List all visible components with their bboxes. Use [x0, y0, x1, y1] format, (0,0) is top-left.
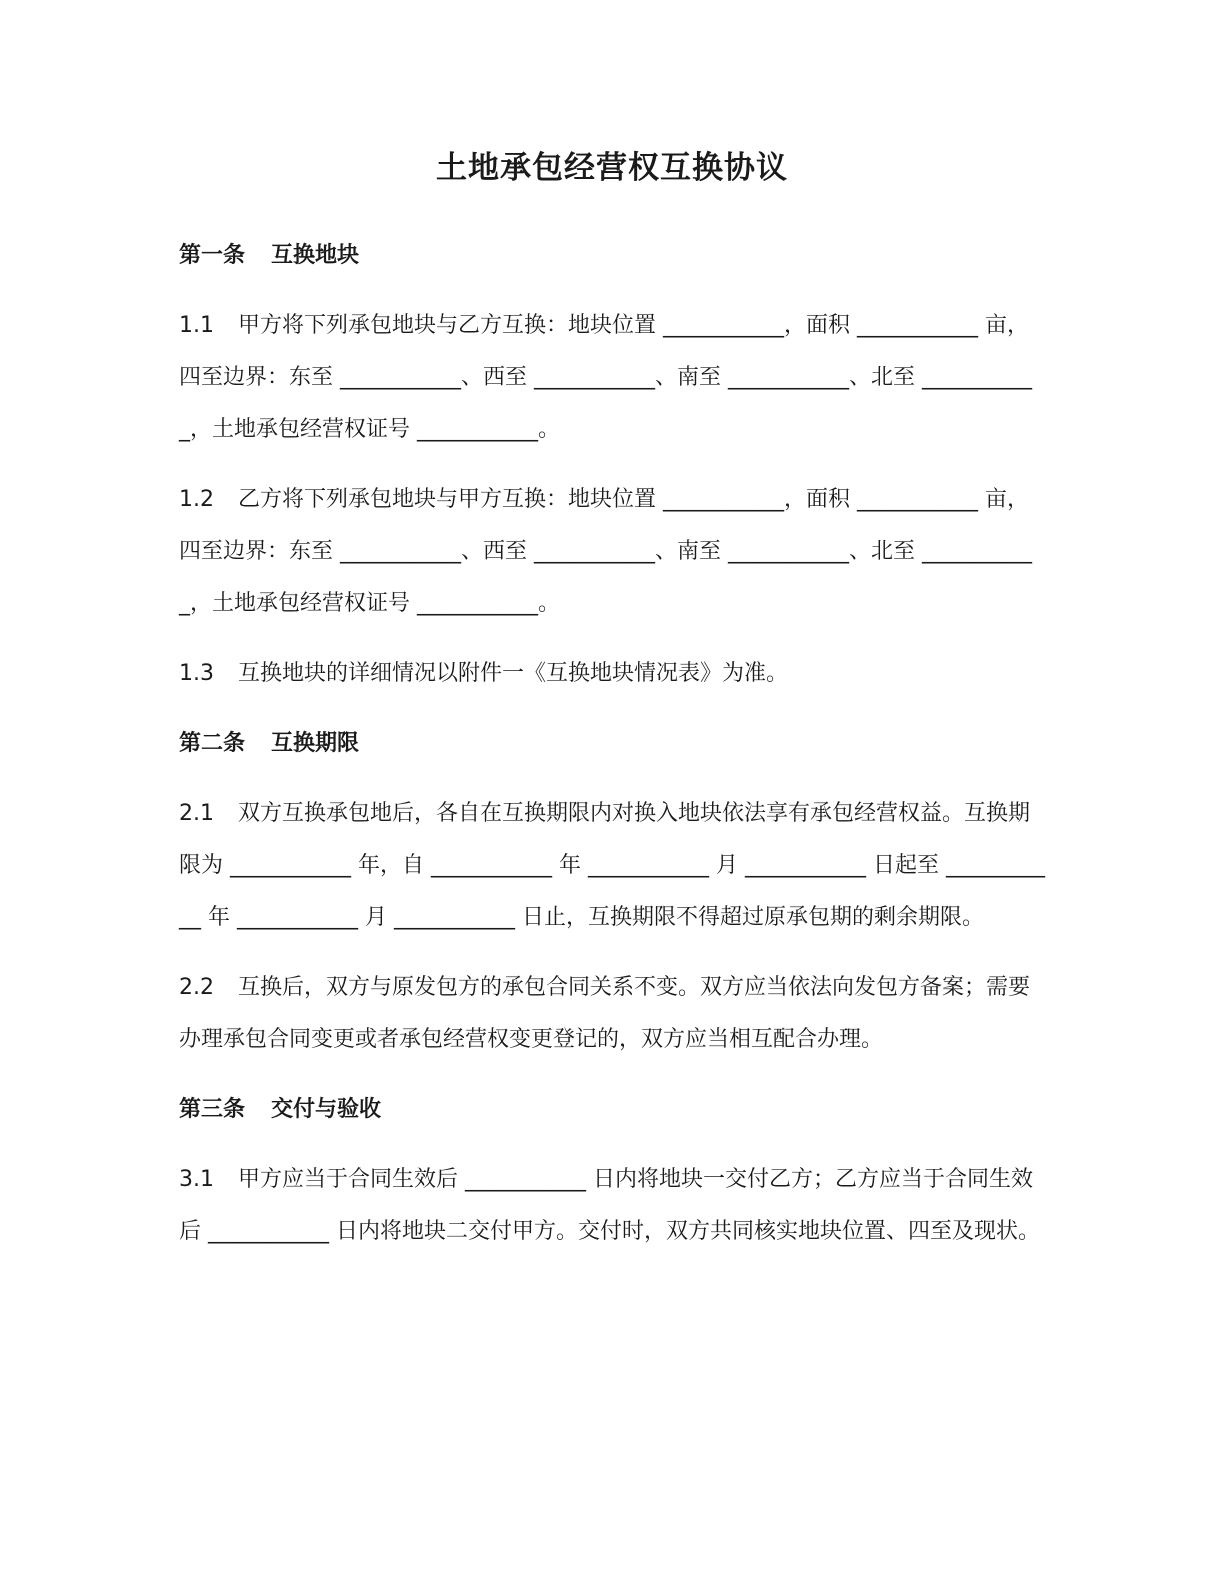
clause-number: 1.2 [179, 487, 214, 512]
section-title: 互换地块 [271, 243, 360, 268]
clause-text: 互换地块的详细情况以附件一《互换地块情况表》为准。 [238, 661, 789, 686]
clause-number: 2.1 [179, 801, 214, 826]
clause-number: 3.1 [179, 1167, 214, 1192]
clause-number: 2.2 [179, 975, 214, 1000]
clause-2-1 [179, 788, 1045, 944]
clause-3-1 [179, 1154, 1045, 1258]
section-number: 第三条 [179, 1097, 246, 1122]
section-title: 交付与验收 [271, 1097, 382, 1122]
section-heading-3 [179, 1084, 1224, 1136]
clause-number: 1.3 [179, 661, 214, 686]
clause-2-2 [179, 962, 1045, 1066]
clause-text: 乙方将下列承包地块与甲方互换：地块位置 ___________，面积 ___________ 亩，四至边界：东至 ___________、西至 ___________、南至 ___________、北至 ___________，土地承包经营权证号 ___________。 [179, 487, 1032, 616]
clause-1-3 [179, 648, 1045, 700]
section-number: 第一条 [179, 243, 246, 268]
section-number: 第二条 [179, 731, 246, 756]
clause-text: 互换后，双方与原发包方的承包合同关系不变。双方应当依法向发包方备案；需要办理承包合同变更或者承包经营权变更登记的，双方应当相互配合办理。 [179, 975, 1031, 1052]
clause-text: 甲方应当于合同生效后 ___________ 日内将地块一交付乙方；乙方应当于合同生效后 ___________ 日内将地块二交付甲方。交付时，双方共同核实地块位置、四至及现状。 [179, 1167, 1040, 1244]
section-heading-1 [179, 230, 1224, 282]
section-title: 互换期限 [271, 731, 360, 756]
clause-1-1 [179, 300, 1045, 456]
document-title: 土地承包经营权互换协议 [436, 150, 788, 186]
clause-text: 甲方将下列承包地块与乙方互换：地块位置 ___________，面积 ___________ 亩，四至边界：东至 ___________、西至 ___________、南至 ___________、北至 ___________，土地承包经营权证号 ___________。 [179, 313, 1032, 442]
section-heading-2 [179, 718, 1224, 770]
clause-1-2 [179, 474, 1045, 630]
clause-number: 1.1 [179, 313, 214, 338]
clause-text: 双方互换承包地后，各自在互换期限内对换入地块依法享有承包经营权益。互换期限为 ___________ 年，自 ___________ 年 ___________ 月 ___________ 日起至 ___________ 年 ___________ 月 ___________ 日止，互换期限不得超过原承包期的剩余期限。 [179, 801, 1045, 930]
